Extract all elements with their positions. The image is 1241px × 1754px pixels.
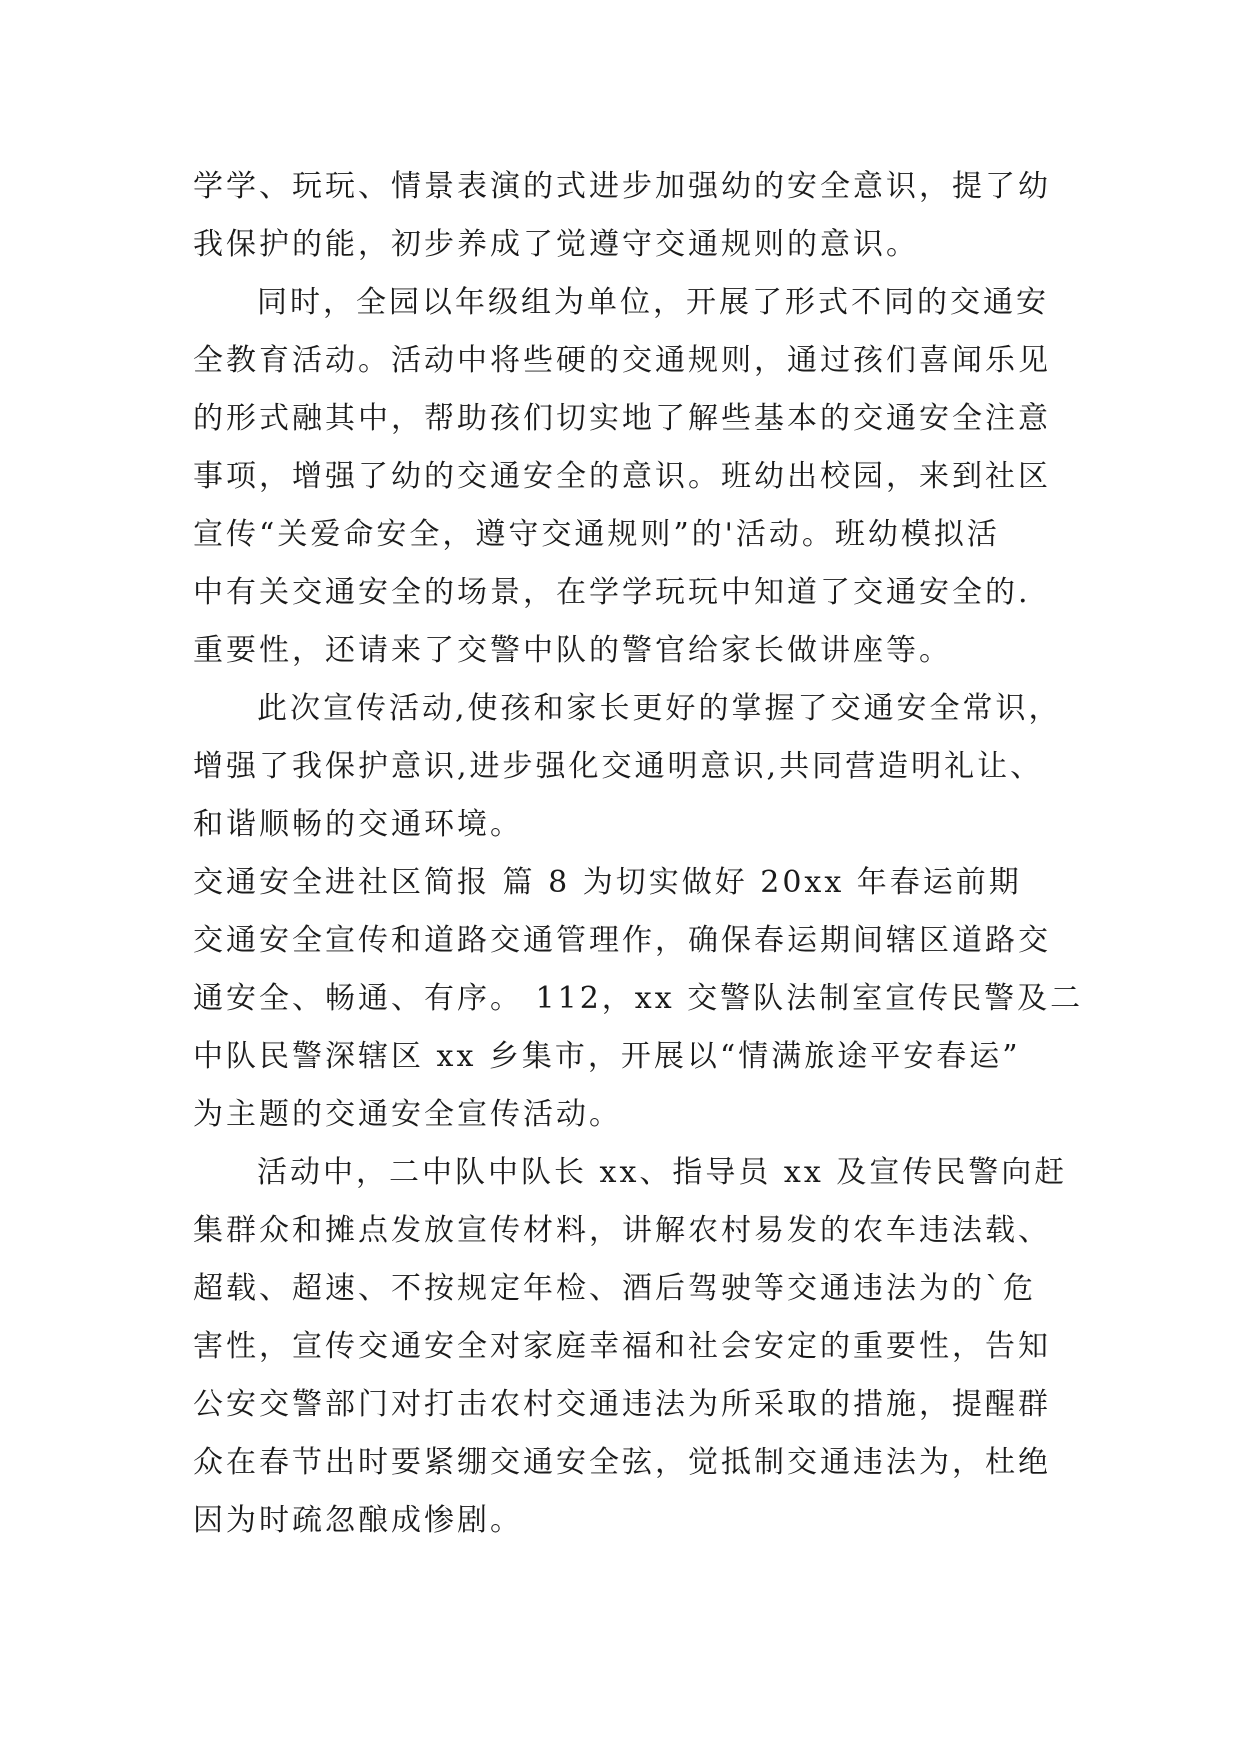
text-line: 宣传“关爱命安全，遵守交通规则”的'活动。班幼模拟活 <box>193 517 1000 552</box>
text-line: 同时，全园以年级组为单位，开展了形式不同的交通安 <box>257 285 1049 320</box>
text-line: 增强了我保护意识,进步强化交通明意识,共同营造明礼让、 <box>193 749 1044 784</box>
text-line: 我保护的能，初步养成了觉遵守交通规则的意识。 <box>193 227 919 262</box>
section-heading-line: 交通安全进社区简报 篇 8 为切实做好 20xx 年春运前期 <box>193 865 1022 900</box>
text-line: 公安交警部门对打击农村交通违法为所采取的措施，提醒群 <box>193 1387 1051 1422</box>
text-line: 通安全、畅通、有序。 112，xx 交警队法制室宣传民警及二 <box>193 981 1084 1016</box>
text-line: 此次宣传活动,使孩和家长更好的掌握了交通安全常识， <box>257 691 1062 726</box>
text-line: 超载、超速、不按规定年检、酒后驾驶等交通违法为的`危 <box>193 1271 1036 1306</box>
text-line: 害性，宣传交通安全对家庭幸福和社会安定的重要性，告知 <box>193 1329 1051 1364</box>
text-line: 中队民警深辖区 xx 乡集市，开展以“情满旅途平安春运” <box>193 1039 1021 1074</box>
text-line: 活动中，二中队中队长 xx、指导员 xx 及宣传民警向赶 <box>257 1155 1068 1190</box>
text-line: 全教育活动。活动中将些硬的交通规则，通过孩们喜闻乐见 <box>193 343 1051 378</box>
text-line: 的形式融其中，帮助孩们切实地了解些基本的交通安全注意 <box>193 401 1051 436</box>
text-line: 重要性，还请来了交警中队的警官给家长做讲座等。 <box>193 633 952 668</box>
text-line: 学学、玩玩、情景表演的式进步加强幼的安全意识，提了幼 <box>193 169 1051 204</box>
text-line: 为主题的交通安全宣传活动。 <box>193 1097 622 1132</box>
text-line: 交通安全宣传和道路交通管理作，确保春运期间辖区道路交 <box>193 923 1051 958</box>
document-body <box>193 158 1084 1550</box>
text-line: 和谐顺畅的交通环境。 <box>193 807 523 842</box>
text-line: 事项，增强了幼的交通安全的意识。班幼出校园，来到社区 <box>193 459 1051 494</box>
text-line: 因为时疏忽酿成惨剧。 <box>193 1503 523 1538</box>
text-line: 中有关交通安全的场景，在学学玩玩中知道了交通安全的. <box>193 575 1031 610</box>
text-line: 集群众和摊点发放宣传材料，讲解农村易发的农车违法载、 <box>193 1213 1051 1248</box>
text-line: 众在春节出时要紧绷交通安全弦，觉抵制交通违法为，杜绝 <box>193 1445 1051 1480</box>
